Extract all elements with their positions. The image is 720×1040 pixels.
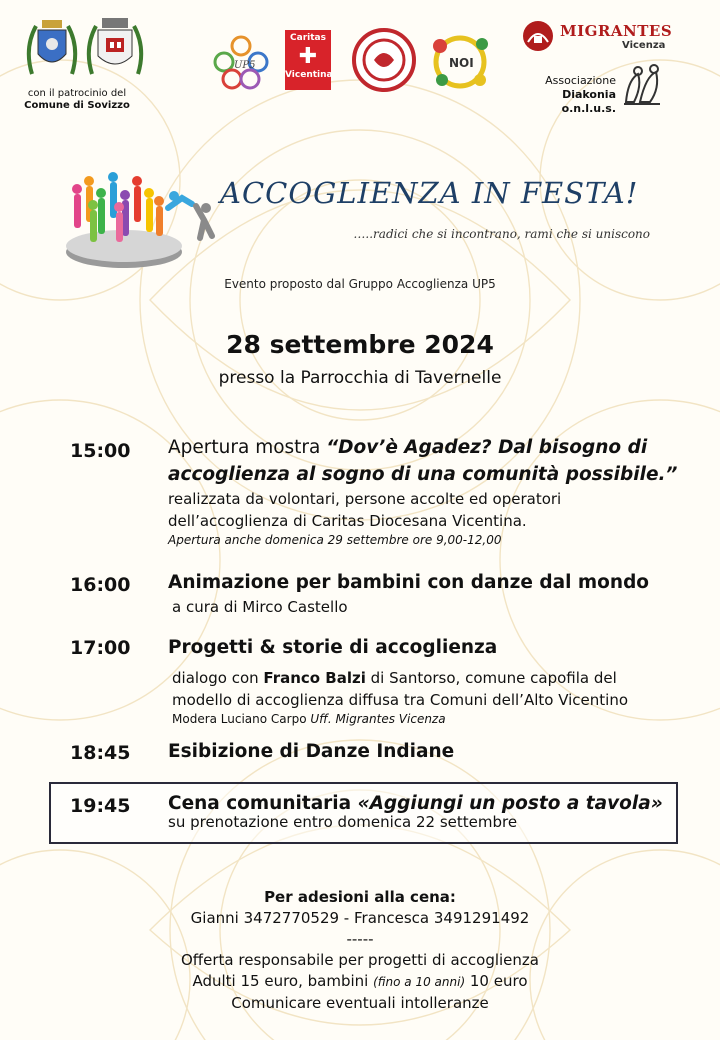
moderator-role: Uff. Migrantes Vicenza bbox=[310, 712, 446, 726]
dinner-title: Cena comunitaria bbox=[168, 793, 358, 814]
schedule-item-dinner bbox=[168, 790, 688, 833]
migrantes-icon bbox=[522, 20, 554, 52]
stories-guest-name: Franco Balzi bbox=[263, 669, 366, 687]
up5-logo bbox=[212, 34, 270, 90]
migrantes-city: Vicenza bbox=[622, 40, 666, 51]
schedule-item-dances bbox=[168, 738, 688, 765]
migrantes-name: MIGRANTES bbox=[560, 22, 673, 40]
exhibition-prefix: Apertura mostra bbox=[168, 437, 327, 458]
proposed-by: Evento proposto dal Gruppo Accoglienza UP5 bbox=[224, 277, 496, 291]
animation-detail: a cura di Mirco Castello bbox=[172, 598, 348, 616]
caritas-label: Caritas bbox=[290, 33, 326, 43]
footer-separator: ----- bbox=[346, 930, 374, 948]
prices-age-note: (fino a 10 anni) bbox=[373, 975, 466, 989]
schedule-item-exhibition bbox=[168, 434, 688, 548]
prices-text: Adulti 15 euro, bambini bbox=[192, 972, 374, 990]
booking-info bbox=[120, 887, 600, 1014]
exhibition-title: “Dov’è Agadez? Dal bisogno di bbox=[326, 437, 648, 458]
municipal-emblem-icon bbox=[86, 16, 144, 80]
dinner-quote: «Aggiungi un posto a tavola» bbox=[357, 793, 663, 814]
prices-children: 10 euro bbox=[465, 972, 528, 990]
diakonia-name: Diakonia o.n.l.u.s. bbox=[561, 88, 616, 115]
caritas-logo bbox=[285, 30, 331, 90]
migrantes-logo bbox=[522, 20, 673, 56]
stories-detail: modello di accoglienza diffusa tra Comuni dell’Alto Vicentino bbox=[172, 691, 629, 709]
parish-circle-logo bbox=[352, 28, 416, 92]
offer-text: Offerta responsabile per progetti di accoglienza bbox=[181, 951, 539, 969]
diakonia-logo bbox=[620, 64, 664, 106]
exhibition-credits-cont: dell’accoglienza di Caritas Diocesana Vicentina. bbox=[168, 512, 527, 530]
moderator-name: Modera Luciano Carpo bbox=[172, 712, 311, 726]
up5-label: UP5 bbox=[234, 60, 256, 71]
caritas-cross-icon: ✚ bbox=[298, 44, 318, 69]
noi-logo bbox=[430, 32, 490, 92]
coat-of-arms-icon bbox=[26, 18, 78, 80]
animation-title: Animazione per bambini con danze dal mondo bbox=[168, 572, 650, 593]
exhibition-note: Apertura anche domenica 29 settembre ore 9,00-12,00 bbox=[168, 533, 502, 547]
caritas-city: Vicentina bbox=[285, 70, 333, 80]
patronage-text bbox=[12, 88, 142, 112]
dances-title: Esibizione di Danze Indiane bbox=[168, 741, 455, 762]
schedule-time: 16:00 bbox=[70, 574, 131, 596]
patronage-line: con il patrocinio del bbox=[27, 88, 127, 99]
intolerances-text: Comunicare eventuali intolleranze bbox=[231, 994, 489, 1012]
schedule-item-stories bbox=[168, 634, 688, 727]
schedule-time: 15:00 bbox=[70, 440, 131, 462]
schedule-time: 17:00 bbox=[70, 637, 131, 659]
dinner-detail: su prenotazione entro domenica 22 settembre bbox=[168, 813, 518, 831]
noi-label: NOI bbox=[449, 56, 474, 70]
crowd-illustration bbox=[60, 160, 220, 275]
schedule-time: 19:45 bbox=[70, 795, 131, 817]
stories-dialogue-prefix: dialogo con bbox=[172, 669, 264, 687]
exhibition-title-cont: accoglienza al sogno di una comunità possibile.” bbox=[168, 464, 678, 485]
schedule-item-animation bbox=[168, 569, 688, 618]
stories-dialogue-suffix: di Santorso, comune capofila del bbox=[365, 669, 617, 687]
municipality-name: Comune di Sovizzo bbox=[24, 100, 130, 111]
event-venue: presso la Parrocchia di Tavernelle bbox=[218, 368, 502, 388]
booking-contacts: Gianni 3472770529 - Francesca 3491291492 bbox=[190, 909, 530, 927]
diakonia-text bbox=[510, 74, 616, 116]
event-date: 28 settembre 2024 bbox=[226, 330, 494, 359]
booking-heading: Per adesioni alla cena: bbox=[264, 888, 456, 906]
stories-title: Progetti & storie di accoglienza bbox=[168, 637, 498, 658]
exhibition-credits: realizzata da volontari, persone accolte ed operatori bbox=[168, 490, 562, 508]
event-tagline: …..radici che si incontrano, rami che si uniscono bbox=[353, 227, 650, 241]
event-title: ACCOGLIENZA IN FESTA! bbox=[220, 176, 639, 210]
schedule-time: 18:45 bbox=[70, 742, 131, 764]
diakonia-association: Associazione bbox=[545, 74, 616, 87]
